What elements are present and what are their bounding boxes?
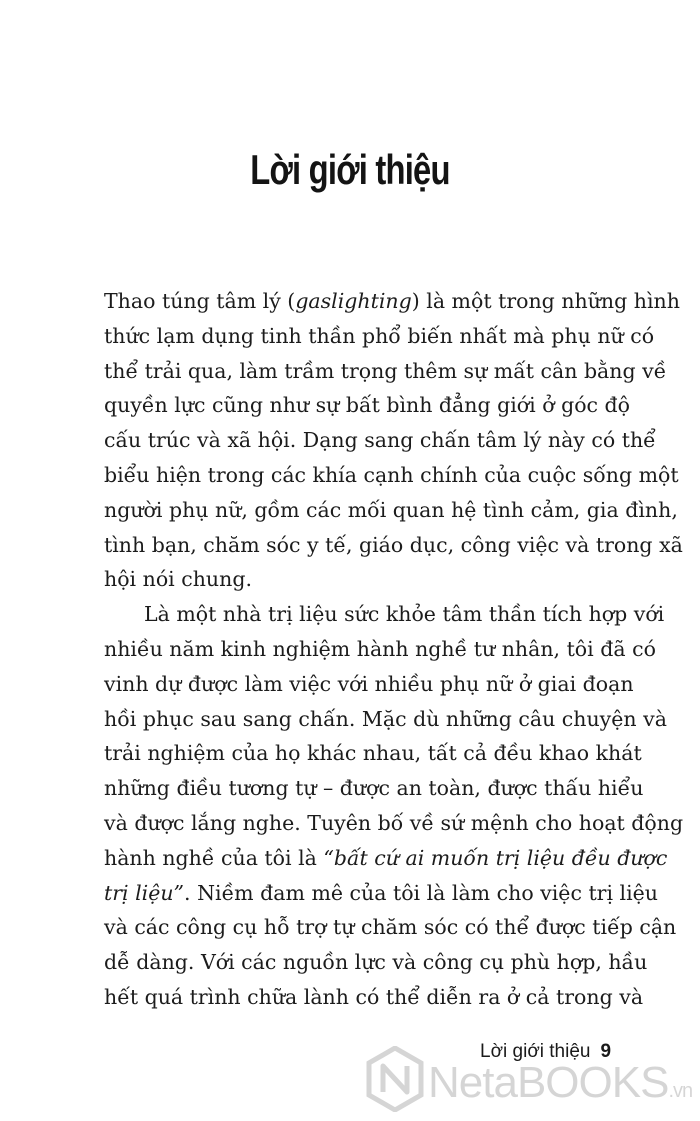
text-line: vinh dự được làm việc với nhiều phụ nữ ở giai đoạn xyxy=(104,671,634,696)
body-text xyxy=(104,284,684,1015)
text-line: hành nghề của tôi là “bất cứ ai muốn trị liệu đều được xyxy=(104,845,668,870)
running-title: Lời giới thiệu xyxy=(480,1041,591,1062)
text-line: Thao túng tâm lý (gaslighting) là một trong những hình xyxy=(104,289,680,313)
text-line: nhiều năm kinh nghiệm hành nghề tư nhân, tôi đã có xyxy=(104,636,656,661)
text-line: cấu trúc và xã hội. Dạng sang chấn tâm lý này có thể xyxy=(104,428,656,453)
text-line: dễ dàng. Với các nguồn lực và công cụ phù hợp, hầu xyxy=(104,950,648,975)
text-line: thức lạm dụng tinh thần phổ biến nhất mà phụ nữ có xyxy=(104,323,655,348)
text-line: và được lắng nghe. Tuyên bố về sứ mệnh cho hoạt động xyxy=(104,810,684,835)
text-line: hội nói chung. xyxy=(104,567,252,592)
watermark-brand: NetaBOOKS.vn xyxy=(428,1058,693,1107)
text-line: hết quá trình chữa lành có thể diễn ra ở cả trong và xyxy=(104,984,644,1009)
text-line: quyền lực cũng như sự bất bình đẳng giới ở góc độ xyxy=(104,393,630,418)
paragraph-1 xyxy=(104,284,683,597)
text-line: hồi phục sau sang chấn. Mặc dù những câu chuyện và xyxy=(104,706,667,731)
text-line: trải nghiệm của họ khác nhau, tất cả đều khao khát xyxy=(104,741,642,766)
page-footer xyxy=(480,1041,611,1063)
text-line: Là một nhà trị liệu sức khỏe tâm thần tích hợp với xyxy=(144,602,665,627)
text-line: người phụ nữ, gồm các mối quan hệ tình cảm, gia đình, xyxy=(104,497,678,522)
text-line: thể trải qua, làm trầm trọng thêm sự mất cân bằng về xyxy=(104,358,667,383)
text-line: trị liệu”. Niềm đam mê của tôi là làm cho việc trị liệu xyxy=(104,880,658,905)
text-line: những điều tương tự – được an toàn, được thấu hiểu xyxy=(104,776,644,801)
netabooks-logo-icon xyxy=(366,1046,424,1112)
chapter-title: Lời giới thiệu xyxy=(250,146,450,193)
text-line: và các công cụ hỗ trợ tự chăm sóc có thể được tiếp cận xyxy=(104,915,677,940)
paragraph-2 xyxy=(104,597,684,1015)
page-number: 9 xyxy=(600,1041,612,1062)
text-line: biểu hiện trong các khía cạnh chính của cuộc sống một xyxy=(104,462,679,487)
text-line: tình bạn, chăm sóc y tế, giáo dục, công việc và trong xã xyxy=(104,532,683,557)
